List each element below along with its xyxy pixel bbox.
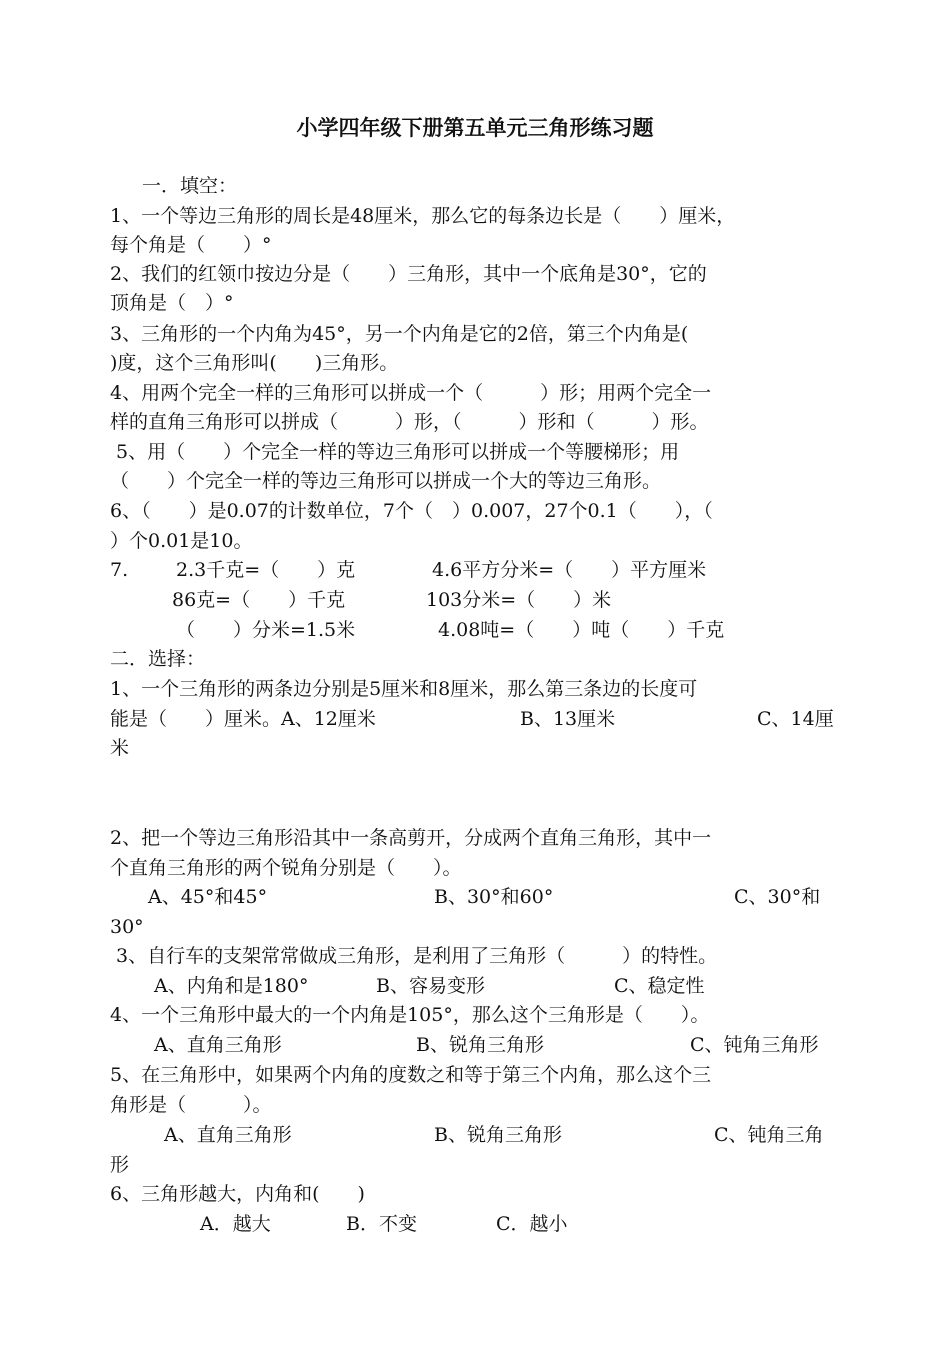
s2-q3-option-a: A、内角和是180° — [154, 975, 309, 997]
q7-row1-right: 4.6平方分米=（ ）平方厘米 — [432, 559, 707, 581]
s2-q4-option-c: C、钝角三角形 — [690, 1034, 819, 1056]
s2-q2-line1: 2、把一个等边三角形沿其中一条高剪开，分成两个直角三角形，其中一 — [110, 827, 712, 849]
s2-q5-line1: 5、在三角形中，如果两个内角的度数之和等于第三个内角，那么这个三 — [110, 1064, 712, 1086]
q4-line1: 4、用两个完全一样的三角形可以拼成一个（ ）形；用两个完全一 — [110, 382, 712, 404]
section-heading-choice: 二．选择： — [110, 648, 206, 670]
s2-q2-option-b: B、30°和60° — [434, 886, 554, 908]
q2-line1: 2、我们的红领巾按边分是（ ）三角形，其中一个底角是30°，它的 — [110, 263, 707, 285]
q7-row3-right: 4.08吨=（ ）吨（ ）千克 — [438, 619, 725, 641]
q1-line1: 1、一个等边三角形的周长是48厘米，那么它的每条边长是（ ）厘米， — [110, 205, 736, 227]
s2-q1-line3: 米 — [110, 737, 130, 759]
s2-q4-stem: 4、一个三角形中最大的一个内角是105°，那么这个三角形是（ ）。 — [110, 1004, 710, 1026]
s2-q2-line2: 个直角三角形的两个锐角分别是（ ）。 — [110, 857, 462, 879]
q2-line2: 顶角是（ ）° — [110, 292, 234, 314]
q7-row1-left: 2.3千克=（ ）克 — [176, 559, 356, 581]
s2-q1-line2: 能是（ ）厘米。A、12厘米 — [110, 708, 376, 730]
s2-q6-option-a: A．越大 — [200, 1213, 271, 1235]
q7-row2-right: 103分米=（ ）米 — [426, 589, 612, 611]
s2-q6-stem: 6、三角形越大，内角和( ) — [110, 1183, 365, 1205]
s2-q5-option-c: C、钝角三角 — [714, 1124, 824, 1146]
s2-q5-line3: 形 — [110, 1154, 130, 1176]
q1-line2: 每个角是（ ）° — [110, 234, 272, 256]
q7-label: 7. — [110, 559, 129, 581]
page-title: 小学四年级下册第五单元三角形练习题 — [296, 115, 654, 140]
q3-line2: )度，这个三角形叫( )三角形。 — [110, 352, 399, 374]
s2-q1-option-c: C、14厘 — [757, 708, 834, 730]
q3-line1: 3、三角形的一个内角为45°，另一个内角是它的2倍，第三个内角是( — [110, 323, 689, 345]
s2-q4-option-a: A、直角三角形 — [154, 1034, 282, 1056]
section-heading-fill-blank: 一．填空： — [142, 175, 238, 197]
q4-line2: 样的直角三角形可以拼成（ ）形，（ ）形和（ ）形。 — [110, 411, 709, 433]
s2-q5-option-b: B、锐角三角形 — [434, 1124, 562, 1146]
s2-q3-stem: 3、自行车的支架常常做成三角形，是利用了三角形（ ）的特性。 — [110, 945, 718, 967]
s2-q5-line2: 角形是（ ）。 — [110, 1094, 272, 1116]
s2-q6-option-b: B．不变 — [346, 1213, 417, 1235]
q6-line1: 6、（ ）是0.07的计数单位，7个（ ）0.007，27个0.1（ ），（ — [110, 500, 713, 522]
s2-q4-option-b: B、锐角三角形 — [416, 1034, 544, 1056]
s2-q2-option-c: C、30°和 — [734, 886, 821, 908]
s2-q2-option-a: A、45°和45° — [148, 886, 268, 908]
s2-q1-option-b: B、13厘米 — [520, 708, 616, 730]
s2-q2-line3: 30° — [110, 916, 144, 938]
q5-line1: 5、用（ ）个完全一样的等边三角形可以拼成一个等腰梯形；用 — [110, 441, 680, 463]
s2-q3-option-b: B、容易变形 — [376, 975, 485, 997]
s2-q3-option-c: C、稳定性 — [614, 975, 705, 997]
s2-q1-line1: 1、一个三角形的两条边分别是5厘米和8厘米，那么第三条边的长度可 — [110, 678, 698, 700]
q7-row2-left: 86克=（ ）千克 — [172, 589, 346, 611]
q5-line2: （ ）个完全一样的等边三角形可以拼成一个大的等边三角形。 — [110, 470, 662, 492]
s2-q5-option-a: A、直角三角形 — [164, 1124, 292, 1146]
q7-row3-left: （ ）分米=1.5米 — [176, 619, 356, 641]
q6-line2: ）个0.01是10。 — [110, 530, 253, 552]
s2-q6-option-c: C．越小 — [496, 1213, 568, 1235]
